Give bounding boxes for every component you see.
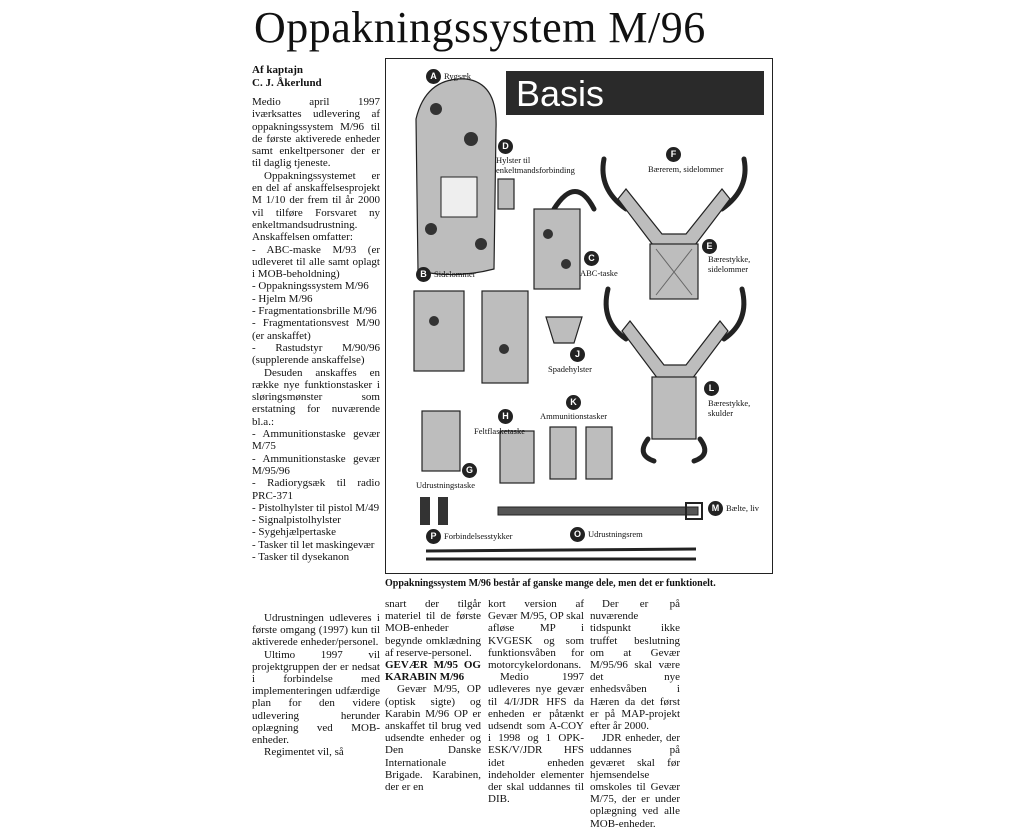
item-badge: A — [426, 69, 441, 84]
paragraph: Ultimo 1997 vil projektgruppen der er nedsat i forbindelse med implementeringen udfærdige plan for den videre udlevering herunder oplægning ved MOB-enheder. — [252, 648, 380, 747]
item-badge: D — [498, 139, 513, 154]
item-badge: G — [462, 463, 477, 478]
equipment-illustration — [386, 59, 774, 575]
list-item: - Signalpistolhylster — [252, 514, 341, 527]
item-label: Spadehylster — [548, 364, 592, 374]
item-badge: O — [570, 527, 585, 542]
item-badge: P — [426, 529, 441, 544]
connector-illustration — [420, 497, 430, 525]
item-badge: K — [566, 395, 581, 410]
list-item: - Oppakningssystem M/96 — [252, 280, 369, 293]
item-label: Feltflasketaske — [474, 426, 525, 436]
text-column-2 — [385, 598, 481, 794]
item-badge: L — [704, 381, 719, 396]
list-item: - Fragmentationsbrille M/96 — [252, 305, 377, 318]
figure-caption: Oppakningssystem M/96 består af ganske mange dele, men det er funktionelt. — [385, 578, 716, 589]
paragraph: Gevær M/95, OP (optisk sigte) og Karabin M/96 OP er anskaffet til brug ved udsendte enheder og Den Danske Internationale Brigade. Karabinen, der er en — [385, 683, 481, 794]
list-item: - Pistolhylster til pistol M/49 — [252, 501, 380, 514]
paragraph: Der er på nuværende tidspunkt ikke truffet beslutning om at Gevær M/95/96 skal være det nye enhedsvåben i Hæren da det først er på MAP-projekt efter år 2000. — [590, 598, 680, 733]
item-label: Forbindelsesstykker — [444, 531, 513, 541]
paragraph: Medio april 1997 iværksattes udlevering af oppakningssystem M/96 til de første aktiverede enheder samt enkeltpersoner der er til daglig tjeneste. — [252, 96, 380, 170]
byline-rank: Af kaptajn — [252, 64, 304, 76]
text-column-4 — [590, 598, 680, 830]
first-aid-pouch-illustration — [498, 179, 514, 209]
left-column-continued — [252, 612, 380, 768]
text-column-3 — [488, 598, 584, 806]
connector-illustration — [438, 497, 448, 525]
list-item: - Ammunitionstaske gevær M/95/96 — [252, 452, 380, 477]
ammo-pouch-illustration — [586, 427, 612, 479]
paragraph: Regimentet vil, så — [264, 746, 344, 759]
equipment-figure — [385, 58, 773, 574]
utility-pouch-illustration — [422, 411, 460, 471]
item-label: Bærerem, sidelommer — [648, 164, 724, 174]
harness-side-illustration — [603, 159, 745, 299]
item-label: Bælte, liv — [726, 503, 760, 513]
item-badge: J — [570, 347, 585, 362]
paragraph: snart der tilgår materiel til de første MOB-enheder begynde omklædning af reserve-personel. — [385, 598, 481, 659]
paragraph: Oppakningssystemet er en del af anskaffelsesprojekt M 1/10 der frem til år 2000 vil tilføre Forsvaret ny enkeltmandsudrustning. Anskaffelsen omfatter: — [252, 169, 380, 244]
list-item: - ABC-maske M/93 (er udleveret til alle samt oplagt i MOB-beholdning) — [252, 243, 380, 281]
item-badge: E — [702, 239, 717, 254]
item-badge: B — [416, 267, 431, 282]
item-label: Udrustningstaske — [416, 480, 476, 490]
shoulder-harness-illustration — [606, 289, 744, 461]
list-item: - Tasker til dysekanon — [252, 550, 350, 563]
item-label: Hylster til enkeltmandsforbinding — [496, 155, 575, 175]
item-label: Rygsæk — [444, 71, 472, 81]
paragraph: JDR enheder, der uddannes på geværet skal før hjemsendelse omskoles til Gevær M/75, der er under oplægning ved alle MOB-enheder. — [590, 732, 680, 830]
basis-banner-text: Basis — [516, 73, 605, 114]
item-label: Ammunitionstasker — [540, 411, 608, 421]
item-badge: C — [584, 251, 599, 266]
headline: Oppakningssystem M/96 — [254, 3, 706, 52]
side-pockets-illustration — [414, 291, 528, 383]
paragraph: kort version af Gevær M/95, OP skal afløse MP i KVGESK og som funktionsvåben for motorcykelordonans. — [488, 598, 584, 672]
paragraph: Medio 1997 udleveres nye gevær til 4/I/JDR HFS da enheden er påtænkt udsendt som A-COY i 1998 og 1 OPK-ESK/V/JDR HFS idet enheden indeholder elementer der skal uddannes til DIB. — [488, 671, 584, 806]
item-label: Bærestykke, sidelommer — [708, 254, 751, 274]
item-badge: F — [666, 147, 681, 162]
ammo-pouch-illustration — [550, 427, 576, 479]
article-page — [230, 0, 790, 830]
list-item: - Radiorygsæk til radio PRC-371 — [252, 477, 380, 502]
item-label: Bærestykke, skulder — [708, 398, 751, 418]
byline-author: C. J. Åkerlund — [252, 77, 322, 89]
list-item: - Fragmentationsvest M/90 (er anskaffet) — [252, 317, 380, 342]
left-column — [252, 96, 380, 616]
byline — [252, 64, 372, 90]
item-label: Udrustningsrem — [588, 529, 643, 539]
list-item: - Hjelm M/96 — [252, 292, 313, 305]
backpack-illustration — [416, 79, 496, 275]
spade-holster-illustration — [546, 317, 582, 343]
paragraph: Desuden anskaffes en række nye funktionstasker i sløringsmønster som erstatning for nuværende bl.a.: — [252, 366, 380, 428]
list-item: - Ammunitionstaske gevær M/75 — [252, 428, 380, 453]
list-item: - Tasker til let maskingevær — [252, 538, 375, 551]
item-label: ABC-taske — [580, 268, 618, 278]
list-item: - Rastudstyr M/90/96 (supplerende anskaffelse) — [252, 341, 380, 367]
equipment-strap-illustration — [426, 549, 696, 551]
belt-illustration — [498, 507, 698, 515]
paragraph: Udrustningen udleveres i første omgang (1997) kun til aktiverede enheder/personel. — [252, 612, 380, 649]
canteen-pouch-illustration — [500, 431, 534, 483]
item-badge: H — [498, 409, 513, 424]
item-badge: M — [708, 501, 723, 516]
item-label: Sidelommer — [434, 269, 476, 279]
section-subhead: GEVÆR M/95 OG KARABIN M/96 — [385, 659, 481, 684]
list-item: - Sygehjælpertaske — [252, 526, 337, 539]
